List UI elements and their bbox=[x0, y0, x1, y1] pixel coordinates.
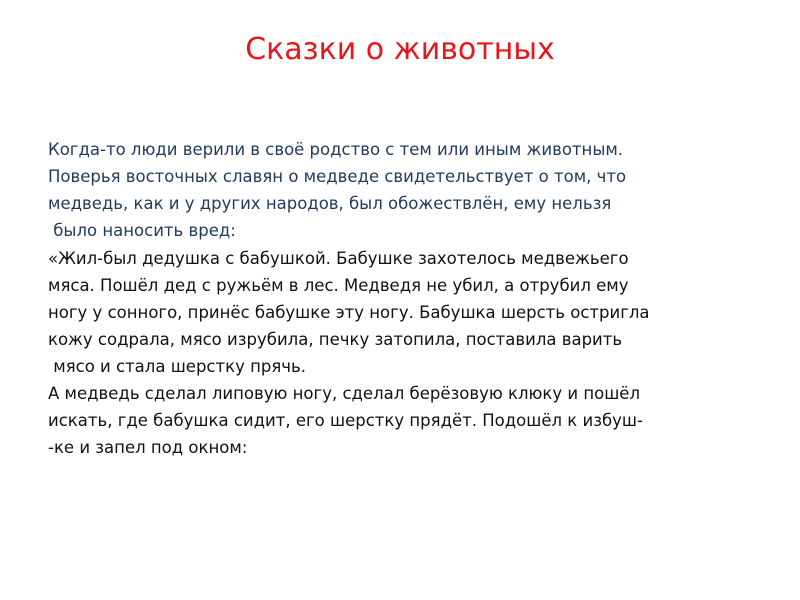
intro-paragraph bbox=[48, 136, 748, 244]
story-line: мясо и стала шерстку прячь. bbox=[48, 357, 306, 376]
story-line: -ке и запел под окном: bbox=[48, 438, 248, 457]
intro-line: Когда-то люди верили в своё родство с тем или иным животным. bbox=[48, 140, 624, 159]
story-line: «Жил-был дедушка с бабушкой. Бабушке захотелось медвежьего bbox=[48, 249, 629, 268]
story-line: ногу у сонного, принёс бабушке эту ногу. Бабушка шерсть остригла bbox=[48, 303, 650, 322]
intro-line: было наносить вред: bbox=[48, 221, 236, 240]
slide-title: Сказки о животных bbox=[245, 32, 555, 67]
intro-line: Поверья восточных славян о медведе свидетельствует о том, что bbox=[48, 167, 627, 186]
story-line: кожу содрала, мясо изрубила, печку затопила, поставила варить bbox=[48, 330, 623, 349]
story-excerpt bbox=[48, 245, 768, 461]
story-line: мяса. Пошёл дед с ружьём в лес. Медведя не убил, а отрубил ему bbox=[48, 276, 629, 295]
story-line: А медведь сделал липовую ногу, сделал берёзовую клюку и пошёл bbox=[48, 384, 641, 403]
story-line: искать, где бабушка сидит, его шерстку прядёт. Подошёл к избуш- bbox=[48, 411, 643, 430]
intro-line: медведь, как и у других народов, был обожествлён, ему нельзя bbox=[48, 194, 612, 213]
